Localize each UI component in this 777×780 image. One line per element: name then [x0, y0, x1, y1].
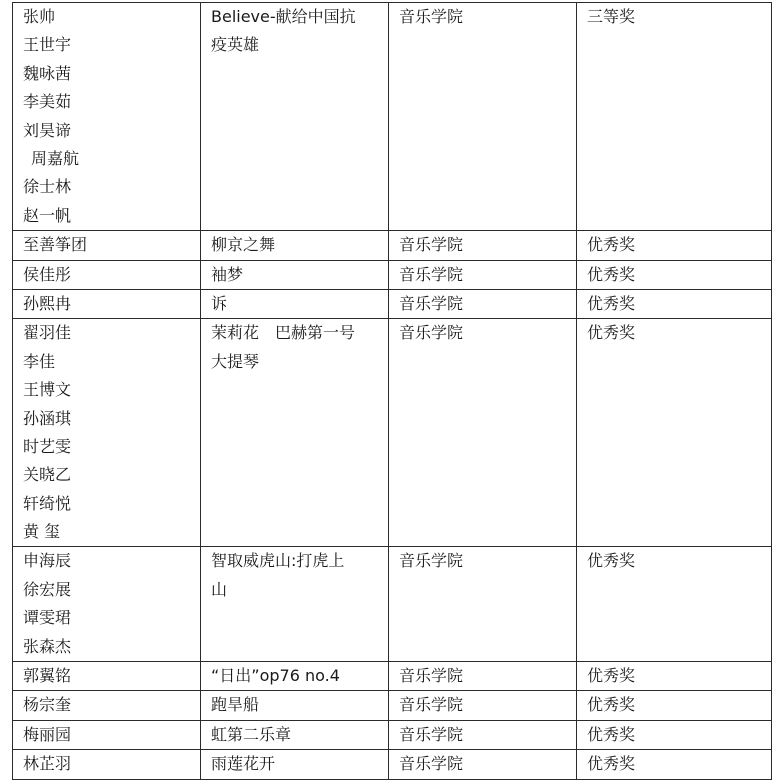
performer-name: 申海辰 [23, 551, 72, 571]
table-row [13, 691, 772, 720]
college-cell: 音乐学院 [389, 720, 577, 749]
performer-name: 孙熙冉 [23, 293, 72, 313]
names-cell [13, 691, 201, 720]
performer-name: 至善筝团 [23, 235, 88, 255]
work-title-cell [201, 3, 389, 231]
table-row [13, 260, 772, 289]
performer-name: 翟羽佳 [23, 323, 72, 343]
college-cell: 音乐学院 [389, 3, 577, 231]
names-cell [13, 231, 201, 260]
table-row [13, 750, 772, 779]
names-cell [13, 319, 201, 547]
performer-name: 张森杰 [23, 636, 72, 656]
award-cell: 优秀奖 [577, 231, 772, 260]
performer-name: 刘昊谛 [23, 120, 72, 140]
performer-name: 周嘉航 [31, 148, 80, 168]
performer-name: 时艺雯 [23, 436, 72, 456]
work-title-line: 山 [211, 579, 228, 599]
work-title-line: 虹第二乐章 [211, 724, 292, 744]
names-cell [13, 750, 201, 779]
college-cell: 音乐学院 [389, 547, 577, 662]
work-title-cell [201, 260, 389, 289]
award-cell: 三等奖 [577, 3, 772, 231]
names-cell [13, 3, 201, 231]
performer-name: 李美茹 [23, 92, 72, 112]
work-title-line: 茉莉花 巴赫第一号 [211, 323, 356, 343]
performer-name: 谭雯珺 [23, 608, 72, 628]
performer-name: 侯佳彤 [23, 264, 72, 284]
table-row [13, 547, 772, 662]
college-cell: 音乐学院 [389, 691, 577, 720]
performer-name: 徐宏展 [23, 579, 72, 599]
award-cell: 优秀奖 [577, 750, 772, 779]
work-title-line: 柳京之舞 [211, 235, 276, 255]
award-cell: 优秀奖 [577, 720, 772, 749]
work-title-line: 袖梦 [211, 264, 244, 284]
names-cell [13, 662, 201, 691]
work-title-line: Believe-献给中国抗 [211, 7, 356, 26]
performer-name: 林芷羽 [23, 754, 72, 774]
award-cell: 优秀奖 [577, 319, 772, 547]
college-cell: 音乐学院 [389, 289, 577, 318]
table-row [13, 3, 772, 231]
award-cell: 优秀奖 [577, 260, 772, 289]
work-title-line: 雨莲花开 [211, 754, 276, 774]
performer-name: 魏咏茜 [23, 63, 72, 83]
award-cell: 优秀奖 [577, 289, 772, 318]
college-cell: 音乐学院 [389, 231, 577, 260]
performer-name: 梅丽园 [23, 724, 72, 744]
performer-name: 轩绮悦 [23, 493, 72, 513]
college-cell: 音乐学院 [389, 662, 577, 691]
table-row [13, 720, 772, 749]
work-title-line: 跑旱船 [211, 695, 260, 715]
names-cell [13, 260, 201, 289]
work-title-cell [201, 691, 389, 720]
performer-name: 孙涵琪 [23, 408, 72, 428]
work-title-line: 疫英雄 [211, 35, 260, 55]
performer-name: 徐士林 [23, 177, 72, 197]
table-row [13, 319, 772, 547]
award-cell: 优秀奖 [577, 691, 772, 720]
performer-name: 黄 玺 [23, 522, 61, 542]
performer-name: 王博文 [23, 380, 72, 400]
work-title-cell [201, 750, 389, 779]
performer-name: 郭翼铭 [23, 666, 72, 686]
work-title-cell [201, 547, 389, 662]
work-title-cell [201, 231, 389, 260]
work-title-line: “日出”op76 no.4 [211, 666, 340, 686]
table-row [13, 662, 772, 691]
names-cell [13, 547, 201, 662]
performer-name: 王世宇 [23, 35, 72, 55]
work-title-cell [201, 662, 389, 691]
performer-name: 李佳 [23, 351, 56, 371]
performer-name: 张帅 [23, 7, 56, 26]
performer-name: 杨宗奎 [23, 695, 72, 715]
names-cell [13, 720, 201, 749]
table-row [13, 289, 772, 318]
performer-name: 关晓乙 [23, 465, 72, 485]
work-title-line: 大提琴 [211, 351, 260, 371]
work-title-line: 诉 [211, 293, 228, 313]
table-row [13, 231, 772, 260]
awards-table [12, 2, 772, 780]
work-title-line: 智取威虎山:打虎上 [211, 551, 345, 571]
college-cell: 音乐学院 [389, 319, 577, 547]
college-cell: 音乐学院 [389, 260, 577, 289]
college-cell: 音乐学院 [389, 750, 577, 779]
work-title-cell [201, 720, 389, 749]
names-cell [13, 289, 201, 318]
work-title-cell [201, 319, 389, 547]
award-cell: 优秀奖 [577, 547, 772, 662]
performer-name: 赵一帆 [23, 205, 72, 225]
work-title-cell [201, 289, 389, 318]
award-cell: 优秀奖 [577, 662, 772, 691]
